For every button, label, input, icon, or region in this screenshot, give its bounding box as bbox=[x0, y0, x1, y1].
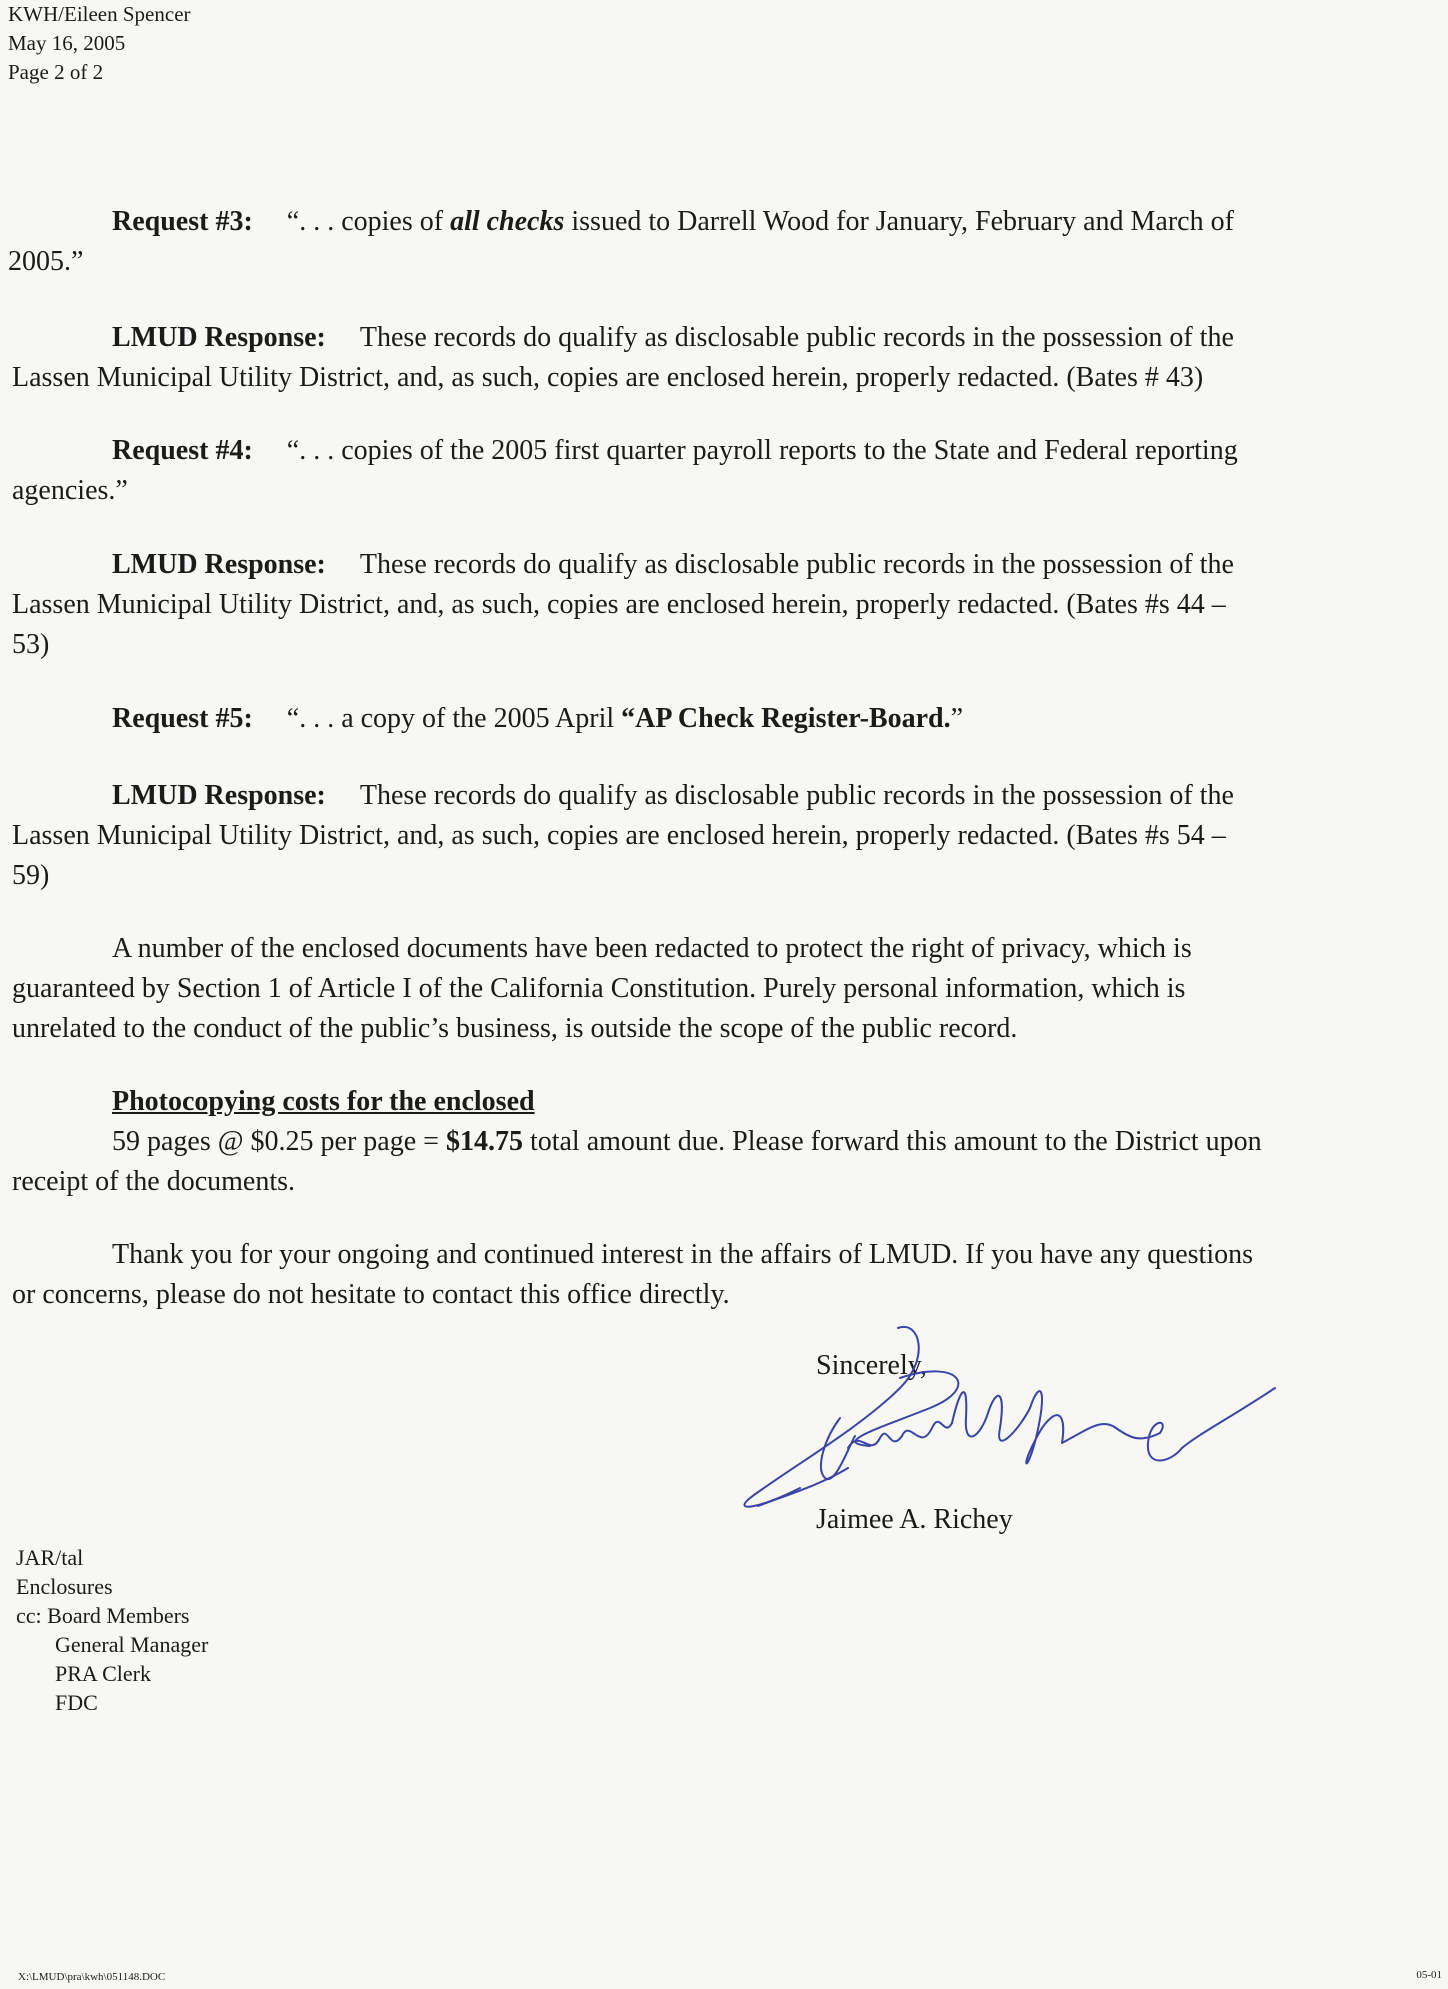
response-4-text-a: These records do qualify as disclosable public records in the possession of the bbox=[359, 549, 1234, 580]
response-4-text-c: 53) bbox=[12, 629, 50, 660]
costs-amount: $14.75 bbox=[445, 1126, 523, 1157]
costs-line-2: receipt of the documents. bbox=[12, 1166, 296, 1197]
response-5-text-a: These records do qualify as disclosable public records in the possession of the bbox=[359, 780, 1234, 811]
header-date: May 16, 2005 bbox=[8, 31, 126, 55]
response-5-label: LMUD Response: bbox=[112, 780, 326, 811]
request-5-bold-title: “AP Check Register-Board. bbox=[621, 703, 951, 734]
request-5-text-a: “. . . a copy of the 2005 April bbox=[286, 703, 622, 734]
document-code: 05-01 bbox=[1416, 1969, 1442, 1981]
request-4-text-a: “. . . copies of the 2005 first quarter payroll reports to the State and Federal reporting bbox=[286, 435, 1238, 466]
costs-text-b: total amount due. Please forward this amount to the District upon bbox=[522, 1126, 1262, 1157]
enclosures-note: Enclosures bbox=[16, 1574, 113, 1599]
header-page-number: Page 2 of 2 bbox=[8, 60, 104, 84]
document-path: X:\LMUD\pra\kwh\051148.DOC bbox=[18, 1971, 166, 1983]
response-4 bbox=[12, 545, 1448, 665]
request-5 bbox=[12, 699, 1448, 739]
costs-section bbox=[12, 1082, 1448, 1202]
typist-initials: JAR/tal bbox=[16, 1545, 84, 1570]
response-3-text-a: These records do qualify as disclosable public records in the possession of the bbox=[359, 322, 1234, 353]
valediction: Sincerely, bbox=[816, 1350, 927, 1381]
response-4-text-b: Lassen Municipal Utility District, and, as such, copies are enclosed herein, properly redacted. (Bates #s 44 – bbox=[12, 589, 1226, 620]
costs-text-a: 59 pages @ $0.25 per page = bbox=[112, 1126, 446, 1157]
request-5-text-b: ” bbox=[950, 703, 964, 734]
response-5-text-c: 59) bbox=[12, 860, 50, 891]
response-3-label: LMUD Response: bbox=[112, 322, 326, 353]
cc-label: cc: Board Members bbox=[16, 1603, 190, 1628]
privacy-line-3: unrelated to the conduct of the public’s business, is outside the scope of the public record. bbox=[12, 1013, 1018, 1044]
request-4-continuation: agencies.” bbox=[12, 475, 128, 506]
cc-item: FDC bbox=[55, 1690, 98, 1715]
thanks-line-2: or concerns, please do not hesitate to contact this office directly. bbox=[12, 1279, 730, 1310]
request-3-label: Request #3: bbox=[112, 206, 253, 237]
request-3 bbox=[8, 202, 1448, 282]
thanks-paragraph bbox=[12, 1235, 1448, 1315]
header-recipient: KWH/Eileen Spencer bbox=[8, 2, 191, 26]
response-3 bbox=[12, 318, 1448, 398]
request-3-text-b: issued to Darrell Wood for January, February and March of bbox=[564, 206, 1234, 237]
costs-heading: Photocopying costs for the enclosed bbox=[112, 1086, 535, 1117]
request-4-label: Request #4: bbox=[112, 435, 253, 466]
privacy-line-1: A number of the enclosed documents have been redacted to protect the right of privacy, which is bbox=[112, 933, 1192, 964]
cc-item: General Manager bbox=[55, 1632, 209, 1657]
request-3-emphasis: all checks bbox=[450, 206, 565, 237]
cc-item: PRA Clerk bbox=[55, 1661, 151, 1686]
thanks-line-1: Thank you for your ongoing and continued interest in the affairs of LMUD. If you have any questions bbox=[112, 1239, 1253, 1270]
privacy-line-2: guaranteed by Section 1 of Article I of the California Constitution. Purely personal information, which is bbox=[12, 973, 1186, 1004]
signer-name: Jaimee A. Richey bbox=[816, 1504, 1013, 1535]
page-header bbox=[8, 0, 191, 87]
request-4 bbox=[12, 431, 1448, 511]
request-3-text-a: “. . . copies of bbox=[286, 206, 451, 237]
request-3-continuation: 2005.” bbox=[8, 246, 84, 277]
request-5-label: Request #5: bbox=[112, 703, 253, 734]
privacy-paragraph bbox=[12, 929, 1448, 1049]
response-5 bbox=[12, 776, 1448, 896]
response-3-text-b: Lassen Municipal Utility District, and, as such, copies are enclosed herein, properly redacted. (Bates # 43) bbox=[12, 362, 1204, 393]
footer-notations bbox=[16, 1543, 208, 1717]
response-5-text-b: Lassen Municipal Utility District, and, as such, copies are enclosed herein, properly redacted. (Bates #s 54 – bbox=[12, 820, 1226, 851]
response-4-label: LMUD Response: bbox=[112, 549, 326, 580]
